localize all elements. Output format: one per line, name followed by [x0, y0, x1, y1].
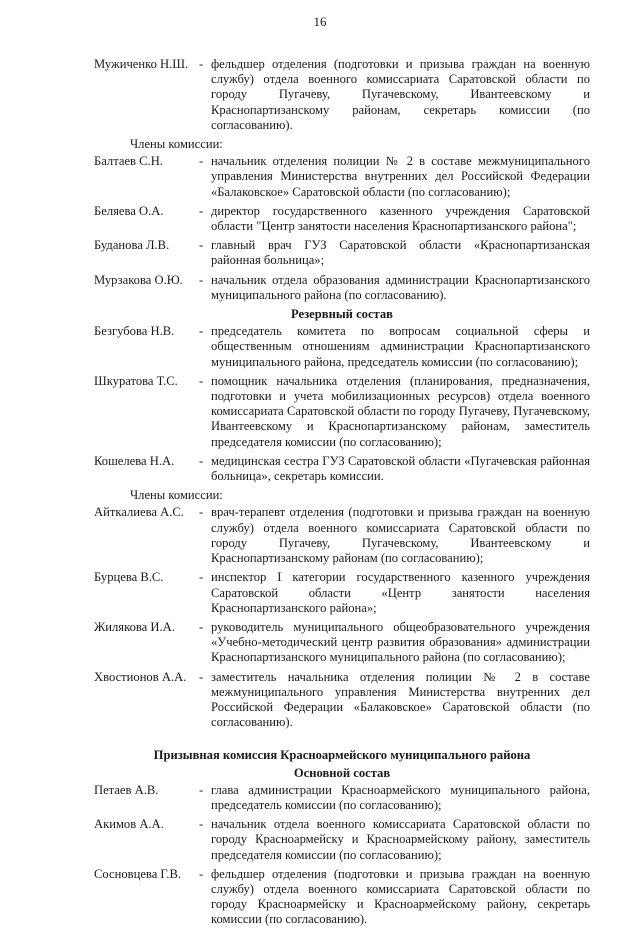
person-name: Кошелева Н.А. — [94, 453, 175, 468]
block1-main-list — [94, 57, 590, 133]
block3-main-list — [94, 783, 590, 928]
commission-entry — [94, 817, 590, 863]
person-role: главный врач ГУЗ Саратовской области «Краснопартизанская районная больница»; — [211, 238, 590, 268]
commission-entry — [94, 505, 590, 566]
commission-entry — [94, 238, 590, 268]
dash: - — [199, 453, 204, 468]
dash: - — [199, 619, 204, 634]
dash: - — [199, 669, 204, 684]
document-body — [94, 57, 590, 932]
section-spacer — [94, 734, 590, 748]
members-label: Члены комиссии: — [130, 137, 223, 152]
person-role: инспектор I категории государственного казенного учреждения Саратовской области «Центр занятости населения Краснопартизанского района»; — [211, 570, 590, 615]
commission-entry — [94, 867, 590, 928]
dash: - — [199, 203, 204, 218]
person-role: помощник начальника отделения (планирования, предназначения, подготовки и учета мобилизационных ресурсов) отдела военного комиссариата Саратовской области по городу Пугачеву, Пугачевскому, Ивантеевскому и Краснопартизанскому районам, заместитель председателя комиссии (по согласованию); — [211, 373, 590, 449]
person-name: Балтаев С.Н. — [94, 154, 163, 169]
person-name: Хвостионов А.А. — [94, 669, 187, 684]
dash: - — [199, 373, 204, 388]
person-name: Мурзакова О.Ю. — [94, 272, 183, 287]
person-role: директор государственного казенного учреждения Саратовской области "Центр занятости населения Краснопартизанского района"; — [211, 203, 590, 234]
person-name: Петаев А.В. — [94, 782, 159, 797]
dash: - — [199, 817, 204, 832]
person-role: врач-терапевт отделения (подготовки и призыва граждан на военную службу) отдела военного комиссариата Саратовской области по городу Пугачеву, Пугачевскому, Ивантеевскому и Краснопартизанскому районам (по согласованию); — [211, 505, 590, 566]
block1-members-list — [94, 154, 590, 303]
person-name: Безгубова Н.В. — [94, 324, 175, 339]
commission-entry — [94, 374, 590, 450]
person-role: заместитель начальника отделения полиции № 2 в составе межмуниципального управления Министерства внутренних дел Российской Федерации «Балаковское» Саратовской области (по согласованию). — [211, 669, 590, 730]
commission-entry — [94, 57, 590, 133]
person-role: начальник отдела образования администрации Краснопартизанского муниципального района (по согласованию). — [211, 272, 590, 302]
page-number: 16 — [313, 14, 327, 29]
person-name: Бурцева В.С. — [94, 570, 164, 585]
dash: - — [199, 154, 204, 169]
commission-entry — [94, 154, 590, 200]
commission-entry — [94, 670, 590, 731]
members-label: Члены комиссии: — [130, 488, 223, 503]
dash: - — [199, 324, 204, 339]
commission-entry — [94, 783, 590, 813]
person-name: Жилякова И.А. — [94, 619, 175, 634]
commission-entry — [94, 620, 590, 666]
person-name: Шкуратова Т.С. — [94, 373, 178, 388]
dash: - — [199, 57, 204, 71]
dash: - — [199, 238, 204, 253]
block2-members-list — [94, 505, 590, 730]
dash: - — [199, 866, 204, 881]
person-role: медицинская сестра ГУЗ Саратовской области «Пугачевская районная больница», секретарь комиссии. — [211, 453, 590, 484]
dash: - — [199, 505, 204, 520]
person-role: фельдшер отделения (подготовки и призыва граждан на военную службу) отдела военного комиссариата Саратовской области по городу Красноармейску и Красноармейскому району, секретарь комиссии (по согласованию). — [211, 866, 590, 927]
section-title: Резервный состав — [291, 307, 393, 322]
person-name: Сосновцева Г.В. — [94, 866, 181, 881]
commission-entry — [94, 324, 590, 370]
person-name: Буданова Л.В. — [94, 238, 170, 253]
commission-title: Призывная комиссия Красноармейского муниципального района — [153, 748, 531, 763]
dash: - — [199, 272, 204, 287]
person-role: руководитель муниципального общеобразовательного учреждения «Учебно-методический центр развития образования» администрации Краснопартизанского муниципального района (по согласованию); — [211, 619, 590, 665]
block3-section — [94, 748, 590, 927]
commission-entry — [94, 570, 590, 616]
commission-entry — [94, 273, 590, 303]
person-name: Мужиченко Н.Ш. — [94, 57, 189, 71]
person-role: глава администрации Красноармейского муниципального района, председатель комиссии (по согласованию); — [211, 782, 590, 812]
dash: - — [199, 782, 204, 797]
person-role: председатель комитета по вопросам социальной сферы и общественным отношениям администрации Краснопартизанского муниципального района, председатель комиссии (по согласованию); — [211, 324, 590, 369]
section-title: Основной состав — [293, 765, 391, 780]
person-name: Айткалиева А.С. — [94, 505, 184, 520]
block2-section — [94, 307, 590, 730]
commission-entry — [94, 204, 590, 234]
block1-section — [94, 57, 590, 303]
person-name: Беляева О.А. — [94, 203, 164, 218]
dash: - — [199, 570, 204, 585]
person-role: начальник отделения полиции № 2 в составе межмуниципального управления Министерства внутренних дел Российской Федерации «Балаковское» Саратовской области (по согласованию); — [211, 154, 590, 199]
person-name: Акимов А.А. — [94, 817, 164, 832]
person-role: начальник отдела военного комиссариата Саратовской области по городу Красноармейску и Красноармейскому району, заместитель председателя комиссии (по согласованию); — [211, 817, 590, 862]
commission-entry — [94, 454, 590, 484]
person-role: фельдшер отделения (подготовки и призыва граждан на военную службу) отдела военного комиссариата Саратовской области по городу Пугачеву, Пугачевскому, Ивантеевскому и Краснопартизанскому районам, секретарь комиссии (по согласованию). — [211, 57, 590, 132]
block2-main-list — [94, 324, 590, 484]
